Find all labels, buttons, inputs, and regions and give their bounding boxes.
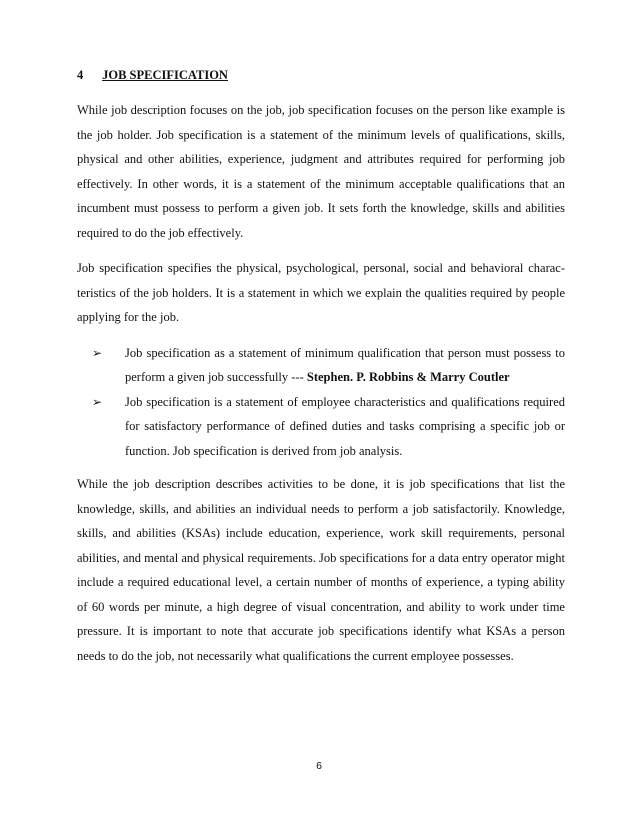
- arrow-bullet-icon: ➢: [92, 345, 103, 360]
- definition-list: [77, 341, 565, 464]
- section-heading: [77, 66, 565, 84]
- bullet-text: Job specification as a statement of minimum qualification that person must possess to perform a given job successfully ---: [125, 345, 565, 384]
- page-number: 6: [316, 760, 322, 772]
- list-item: [92, 390, 565, 464]
- paragraph-intro: While job description focuses on the job, job specification focuses on the person like example is the job holder. Job specification is a statement of the minimum levels of qualifications, skills, physical and other abilities, experience, judgment and attributes required for performing job effectively. In other words, it is a statement of the minimum acceptable qualifications that an incumbent must possess to perform a given job. It sets forth the knowledge, skills and abilities required to do the job effectively.: [77, 103, 565, 240]
- paragraph-characteristics: Job specification specifies the physical, psychological, personal, social and behavioral charac-teristics of the job holders. It is a statement in which we explain the qualities required by people applying for the job.: [77, 261, 565, 324]
- bullet-author: Stephen. P. Robbins & Marry Coutler: [306, 370, 510, 384]
- arrow-bullet-icon: ➢: [92, 394, 103, 409]
- paragraph-ksa: While the job description describes activities to be done, it is job specifications that list the knowledge, skills, and abilities an individual needs to perform a job satisfactorily. Knowledge, skills, and abilities (KSAs) include education, experience, work skill requirements, personal abilities, and mental and physical requirements. Job specifications for a data entry operator might include a required educational level, a certain number of months of experience, a typing ability of 60 words per minute, a high degree of visual concentration, and ability to work under time pressure. It is important to note that accurate job specifications identify what KSAs a person needs to do the job, not necessarily what qualifications the current employee possesses.: [77, 477, 565, 663]
- list-item: [92, 341, 565, 390]
- section-number: 4: [77, 68, 84, 82]
- section-title: JOB SPECIFICATION: [102, 68, 228, 82]
- bullet-text: Job specification is a statement of employee characteristics and qualifications required for satisfactory performance of defined duties and tasks comprising a specific job or function. Job specification is derived from job analysis.: [125, 394, 565, 458]
- document-page: [77, 66, 565, 679]
